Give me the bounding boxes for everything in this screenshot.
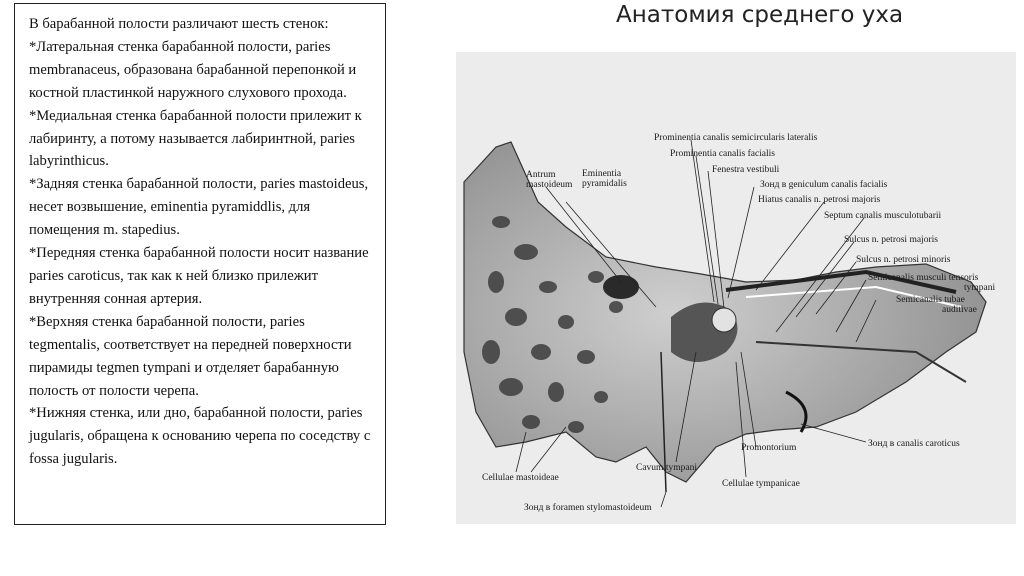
paragraph-inferior-wall: *Нижняя стенка, или дно, барабанной полости, paries jugularis, обращена к основанию черепа по соседству с fossa jugularis. [29,405,371,468]
label-hiatus-canalis: Hiatus canalis n. petrosi majoris [758,195,881,205]
label-promontorium: Promontorium [741,443,797,453]
label-zond-caroticus: Зонд в canalis caroticus [868,439,960,449]
label-semicanalis-tensor-line-1: Semicanalis musculi tensoris [868,273,979,283]
label-fenestra-vestibuli: Fenestra vestibuli [712,165,780,175]
label-semicanalis-tensor-line-2: tympani [964,283,996,293]
label-zond-geniculum: Зонд в geniculum canalis facialis [760,180,888,190]
paragraph-anterior-wall: *Передняя стенка барабанной полости носит название paries caroticus, так как к ней близко прилежит внутренняя сонная артерия. [29,245,369,307]
temporal-bone-illustration [456,52,1016,524]
label-zond-stylomastoideum: Зонд в foramen stylomastoideum [524,503,652,513]
label-cellulae-mastoideae: Cellulae mastoideae [482,473,559,483]
paragraph-intro: В барабанной полости различают шесть стенок: [29,16,329,32]
label-semicanalis-tubae-line-1: Semicanalis tubae [896,295,965,305]
label-antrum-line-2: mastoideum [526,180,573,190]
label-antrum-line-1: Antrum [526,170,556,180]
label-cavum-tympani: Cavum tympani [636,463,697,473]
label-sulcus-petrosi-majoris: Sulcus n. petrosi majoris [844,235,938,245]
label-eminentia-line-1: Eminentia [582,169,622,179]
label-cellulae-tympanicae: Cellulae tympanicae [722,479,800,489]
description-text-box [14,3,386,525]
label-prominentia-canalis-semicircularis: Prominentia canalis semicircularis lateralis [654,133,818,143]
label-eminentia-line-2: pyramidalis [582,179,627,189]
label-prominentia-canalis-facialis: Prominentia canalis facialis [670,149,775,159]
label-sulcus-petrosi-minoris: Sulcus n. petrosi minoris [856,255,951,265]
label-semicanalis-tubae-line-2: auditivae [942,305,977,315]
anatomy-figure [456,52,1016,524]
paragraph-superior-wall: *Верхняя стенка барабанной полости, paries tegmentalis, соответствует на передней поверхности пирамиды tegmen tympani и отделяет барабанную полость от полости черепа. [29,313,352,399]
paragraph-posterior-wall: *Задняя стенка барабанной полости, paries mastoideus, несет возвышение, eminentia pyramiddlis, для помещения m. stapedius. [29,176,369,239]
slide-title: Анатомия среднего уха [616,2,904,28]
label-septum-canalis: Septum canalis musculotubarii [824,211,942,221]
paragraph-lateral-wall: *Латеральная стенка барабанной полости, paries membranaceus, образована барабанной перепонкой и костной пластинкой наружного слухового прохода. [29,38,357,101]
paragraph-medial-wall: *Медиальная стенка барабанной полости прилежит к лабиринту, а потому называется лабиринтной, paries labyrinthicus. [29,107,362,170]
